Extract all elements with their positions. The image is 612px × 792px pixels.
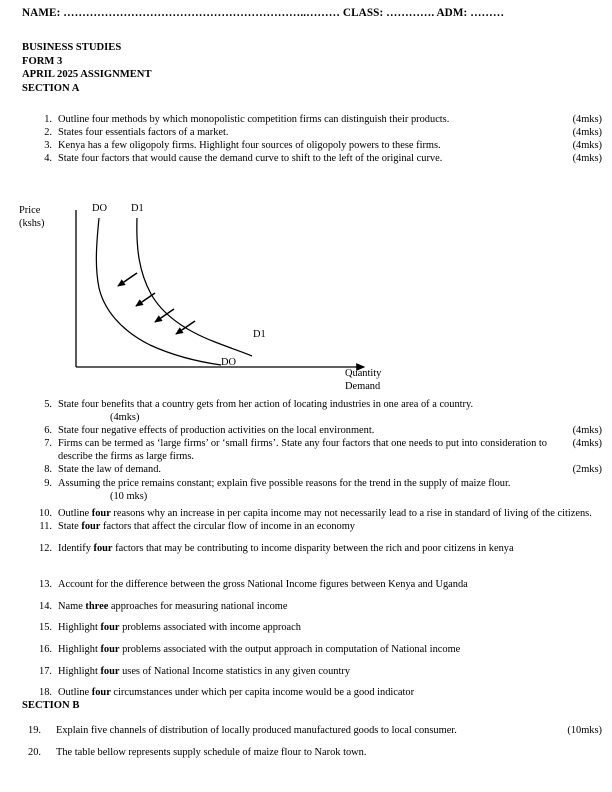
question-item: [22, 724, 602, 737]
question-text: Assuming the price remains constant; explain five possible reasons for the trend in the supply of maize flour.: [58, 477, 511, 489]
demand-curve-figure: [0, 196, 430, 396]
question-text-pre: Account for the difference between the gross National Income figures between Kenya and Uganda: [58, 579, 468, 590]
x-axis-label-line1: Quantity: [345, 368, 382, 379]
question-text-pre: Highlight: [58, 644, 101, 656]
question-marks: (4mks): [572, 438, 602, 450]
curve-do: [96, 218, 221, 365]
question-item: [22, 578, 602, 591]
question-marks: (4mks): [572, 153, 602, 165]
curve-label-d1-top: D1: [131, 203, 144, 214]
curve-d1: [137, 218, 252, 356]
curve-label-do-top: DO: [92, 203, 108, 214]
shift-arrow-1: [118, 273, 137, 286]
question-item: [22, 152, 602, 165]
question-number: 9.: [44, 477, 52, 489]
question-number: 8.: [44, 464, 52, 476]
question-item: [22, 113, 602, 126]
question-text: States four essentials factors of a market.: [58, 127, 229, 139]
section-a-heading: SECTION A: [22, 82, 80, 94]
question-body: [58, 114, 602, 125]
question-body: [56, 747, 366, 758]
question-number: 2.: [44, 127, 52, 139]
question-marks: (4mks): [572, 114, 602, 125]
curve-label-d1-bottom: D1: [253, 329, 266, 340]
question-text-emphasis: four: [81, 521, 101, 533]
question-text-emphasis: three: [85, 600, 109, 612]
question-body: [58, 127, 602, 139]
question-text: State the law of demand.: [58, 464, 162, 476]
question-text-pre: Outline: [58, 687, 92, 699]
question-marks: (4mks): [110, 412, 140, 424]
question-number: 17.: [39, 665, 52, 677]
question-marks: (2mks): [572, 464, 602, 476]
question-marks: (10mks): [567, 725, 602, 736]
question-body: [58, 153, 602, 165]
question-item: [22, 746, 602, 759]
form-title: FORM 3: [22, 55, 63, 67]
question-text-emphasis: four: [91, 687, 111, 699]
shift-arrow-2: [136, 293, 155, 306]
question-marks: (4mks): [572, 127, 602, 139]
question-text-post: problems associated with the output approach in computation of National income: [119, 644, 461, 656]
question-list-section-b: [22, 724, 602, 767]
question-text-post: uses of National Income statistics in any given country: [119, 665, 351, 677]
question-number: 1.: [44, 114, 52, 125]
question-text: Kenya has a few oligopoly firms. Highlight four sources of oligopoly powers to these firms.: [58, 140, 441, 152]
question-item: [22, 463, 602, 476]
question-marks: (4mks): [572, 425, 602, 437]
question-item: [22, 398, 602, 424]
question-text-pre: Highlight: [58, 622, 101, 634]
assignment-title: APRIL 2025 ASSIGNMENT: [22, 69, 152, 81]
question-body: [58, 579, 468, 590]
question-item: [22, 600, 602, 613]
question-number: 13.: [39, 579, 52, 590]
question-list-section-a-top: [22, 113, 602, 165]
question-number: 18.: [39, 687, 52, 699]
question-body: [58, 601, 288, 612]
question-body: [58, 508, 592, 519]
demand-curve-svg: [0, 196, 430, 396]
question-body: [58, 521, 355, 532]
question-text: The table bellow represents supply schedule of maize flour to Narok town.: [56, 746, 367, 758]
question-body: [58, 477, 602, 503]
question-marks: (10 mks): [110, 490, 148, 502]
question-text-pre: Highlight: [58, 665, 101, 677]
question-number: 4.: [44, 153, 52, 165]
question-item: [22, 686, 602, 699]
question-text-pre: Name: [58, 600, 86, 612]
question-body: [58, 438, 602, 463]
x-axis-label-line2: Demand: [345, 380, 381, 392]
question-item: [22, 643, 602, 656]
question-text-emphasis: four: [91, 508, 111, 519]
question-body: [58, 425, 602, 437]
question-number: 19.: [28, 725, 41, 736]
question-body: [58, 666, 350, 677]
question-item: [22, 424, 602, 437]
question-text: Outline four methods by which monopolistic competition firms can distinguish their products.: [58, 114, 450, 125]
y-axis-label-line2: (kshs): [19, 217, 45, 229]
question-text: State four benefits that a country gets from her action of locating industries in one area of a country.: [58, 399, 474, 410]
question-text-emphasis: four: [100, 665, 120, 677]
question-text-post: circumstances under which per capita income would be a good indicator: [110, 687, 415, 699]
question-text: Firms can be termed as ‘large firms’ or ‘small firms’. State any four factors that one needs to put into consideration to describe the firms as large firms.: [58, 438, 547, 463]
question-list-section-a-mid: [22, 398, 602, 503]
question-number: 6.: [44, 425, 52, 437]
question-number: 3.: [44, 140, 52, 152]
question-body: [58, 398, 602, 424]
student-details-line: NAME: ………………………………………………………..……… CLASS: …………. ADM: ………: [22, 7, 505, 19]
question-item: [22, 126, 602, 139]
question-text-pre: Outline: [58, 508, 92, 519]
question-text-post: approaches for measuring national income: [108, 600, 288, 612]
question-item: [22, 520, 602, 533]
y-axis-label-line1: Price: [19, 205, 41, 216]
question-text: State four negative effects of production activities on the local environment.: [58, 425, 375, 437]
question-body: [58, 622, 301, 633]
question-item: [22, 507, 602, 520]
question-text-post: problems associated with income approach: [119, 622, 301, 634]
question-text-pre: State: [58, 521, 82, 533]
question-number: 5.: [44, 399, 52, 410]
question-text-pre: Identify: [58, 542, 94, 554]
question-body: [58, 687, 414, 698]
question-text-emphasis: four: [100, 622, 120, 634]
question-text: Explain five channels of distribution of locally produced manufactured goods to local consumer.: [56, 725, 457, 736]
question-number: 12.: [39, 542, 52, 554]
question-item: [22, 665, 602, 678]
question-text: State four factors that would cause the demand curve to shift to the left of the original curve.: [58, 153, 443, 165]
question-body: [58, 644, 460, 655]
curve-label-do-bottom: DO: [221, 357, 237, 368]
question-item: [22, 139, 602, 152]
question-list-section-a-wide: [22, 578, 602, 708]
question-body: [58, 464, 602, 476]
question-text-emphasis: four: [100, 644, 120, 656]
question-body: [56, 725, 602, 736]
question-item: [22, 437, 602, 463]
question-item: [22, 621, 602, 634]
question-number: 10.: [39, 508, 52, 519]
question-text-post: factors that affect the circular flow of income in an economy: [100, 521, 355, 533]
question-number: 11.: [39, 521, 52, 533]
question-item: [22, 542, 602, 555]
question-number: 7.: [44, 438, 52, 450]
question-body: [58, 543, 514, 554]
question-body: [58, 140, 602, 152]
exam-title-block: [22, 41, 152, 95]
section-b-heading: SECTION B: [22, 700, 80, 711]
question-text-post: factors that may be contributing to income disparity between the rich and poor citizens in kenya: [112, 542, 514, 554]
question-text-emphasis: four: [93, 542, 113, 554]
question-number: 16.: [39, 644, 52, 656]
question-item: [22, 477, 602, 503]
question-marks: (4mks): [572, 140, 602, 152]
question-number: 15.: [39, 622, 52, 634]
question-number: 20.: [28, 746, 41, 758]
question-text-post: reasons why an increase in per capita income may not necessarily lead to a rise in standard of living of the citizens.: [110, 508, 592, 519]
question-list-section-a-mid2: [22, 507, 602, 563]
question-number: 14.: [39, 600, 52, 612]
subject-title: BUSINESS STUDIES: [22, 42, 122, 53]
